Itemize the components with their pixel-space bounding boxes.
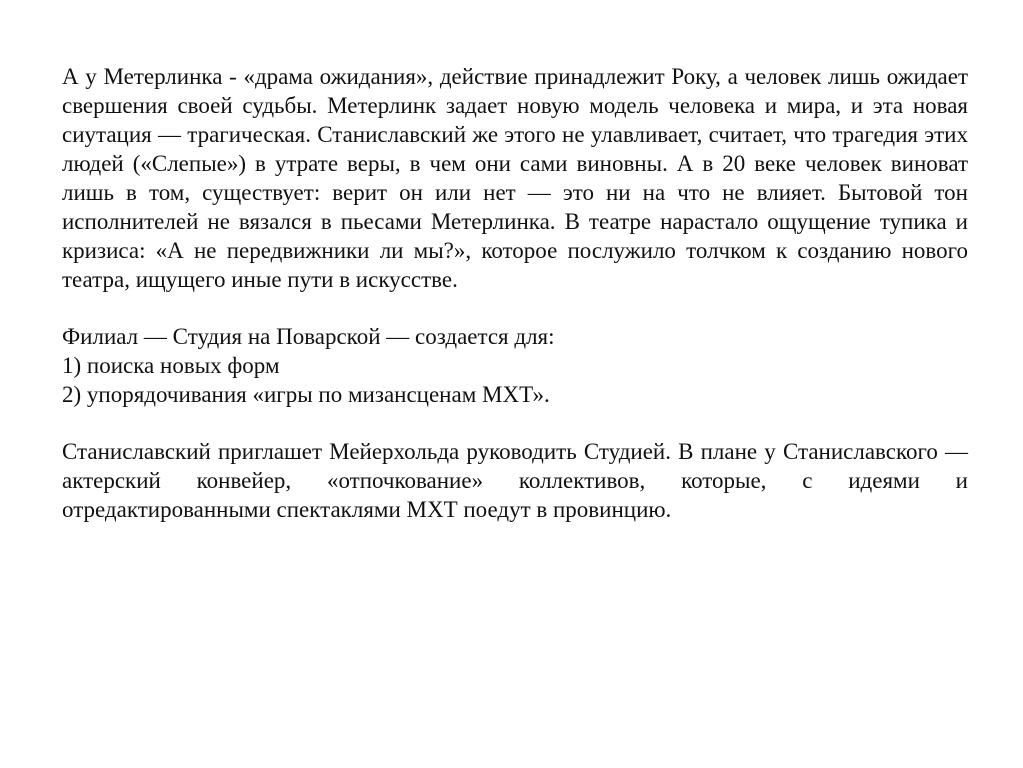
list-item: 1) поиска новых форм [62,353,280,378]
list-item: 2) упорядочивания «игры по мизансценам МХТ». [62,382,550,407]
paragraph-spacer [62,409,968,437]
paragraph-spacer [62,294,968,322]
list-intro: Филиал — Студия на Поварской — создается для: [62,324,555,349]
paragraph-maeterlinck: А у Метерлинка - «драма ожидания», действие принадлежит Року, а человек лишь ожидает свершения своей судьбы. Метерлинк задает новую модель человека и мира, и эта новая сиутация — трагическая. Станиславский же этого не улавливает, считает, что трагедия этих людей («Слепые») в утрате веры, в чем они сами виновны. А в 20 веке человек виноват лишь в том, существует: верит он или нет — это ни на что не влияет. Бытовой тон исполнителей не вязался в пьесами Метерлинка. В театре нарастало ощущение тупика и кризиса: «А не передвижники ли мы?», которое послужило толчком к созданию нового театра, ищущего иные пути в искусстве. [62,64,968,292]
slide-content [62,62,968,524]
paragraph-stanislavsky: Станиславский приглашет Мейерхольда руководить Студией. В плане у Станиславского — актерский конвейер, «отпочкование» коллективов, которые, с идеями и отредактированными спектаклями МХТ поедут в провинцию. [62,439,968,522]
